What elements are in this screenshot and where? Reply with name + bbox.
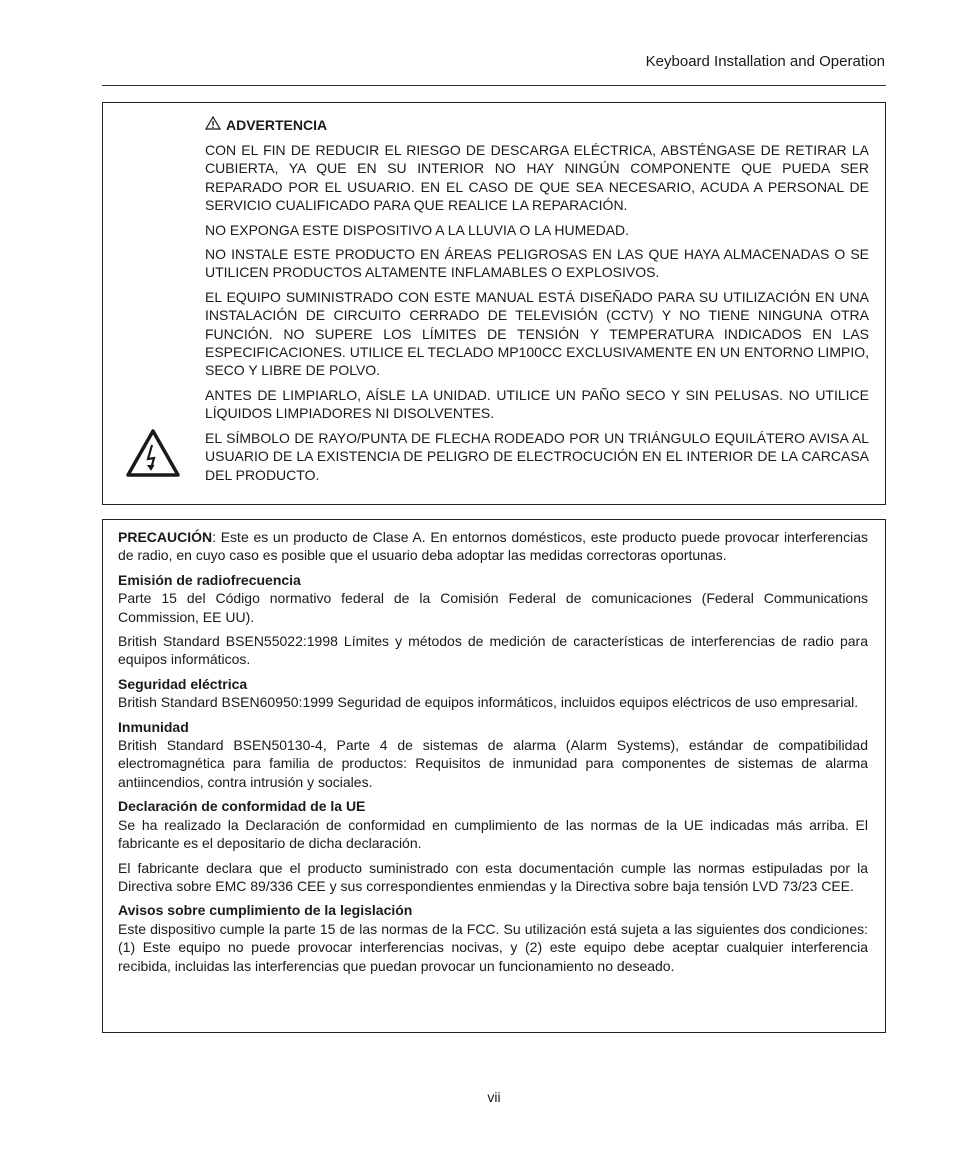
section-title: Seguridad eléctrica [118,675,248,692]
section-eu-declaration [118,797,868,852]
section-body: British Standard BSEN60950:1999 Seguridad de equipos informáticos, incluidos equipos eléctricos de uso empresarial. [118,694,859,711]
page-number: vii [487,1089,501,1105]
caution-label: PRECAUCIÓN [118,529,213,545]
warning-paragraph: ANTES DE LIMPIARLO, AÍSLE LA UNIDAD. UTILICE UN PAÑO SECO Y SIN PELUSAS. NO UTILICE LÍQUIDOS LIMPIADORES NI DISOLVENTES. [205,386,869,422]
warning-heading [205,116,327,133]
warning-heading-text: ADVERTENCIA [226,116,328,133]
warning-paragraph: CON EL FIN DE REDUCIR EL RIESGO DE DESCARGA ELÉCTRICA, ABSTÉNGASE DE RETIRAR LA CUBIERTA, YA QUE EN SU INTERIOR NO HAY NINGÚN COMPONENTE QUE PUEDA SER REPARADO POR EL USUARIO. EN EL CASO DE QUE SEA NECESARIO, ACUDA A PERSONAL DE SERVICIO CUALIFICADO PARA QUE REALICE LA REPARACIÓN. [205,142,869,214]
section-title: Declaración de conformidad de la UE [118,798,366,815]
section-immunity [118,718,868,792]
section-body: Parte 15 del Código normativo federal de la Comisión Federal de comunicaciones (Federal Communications Commission, EE UU). [118,590,868,625]
section-emission [118,571,868,626]
section-title: Emisión de radiofrecuencia [118,571,301,588]
warning-paragraph: NO EXPONGA ESTE DISPOSITIVO A LA LLUVIA O LA HUMEDAD. [205,221,630,238]
warning-paragraph: NO INSTALE ESTE PRODUCTO EN ÁREAS PELIGROSAS EN LAS QUE HAYA ALMACENADAS O SE UTILICEN PRODUCTOS ALTAMENTE INFLAMABLES O EXPLOSIVOS. [205,246,869,281]
warning-box [102,102,886,505]
warning-triangle-icon [205,116,221,133]
section-body: Se ha realizado la Declaración de conformidad en cumplimiento de las normas de la UE indicadas más arriba. El fabricante es el depositario de dicha declaración. [118,816,868,852]
section-bsen55022 [118,632,868,669]
section-compliance-notices [118,901,868,975]
caution-box [102,519,886,1033]
caution-intro [118,528,868,565]
page-header-title: Keyboard Installation and Operation [645,53,885,70]
warning-paragraph: EL SÍMBOLO DE RAYO/PUNTA DE FLECHA RODEADO POR UN TRIÁNGULO EQUILÁTERO AVISA AL USUARIO DE LA EXISTENCIA DE PELIGRO DE ELECTROCUCIÓN EN EL INTERIOR DE LA CARCASA DEL PRODUCTO. [205,429,869,483]
section-title: Avisos sobre cumplimiento de la legislación [118,902,413,919]
section-title: Inmunidad [118,718,189,735]
section-electrical-safety [118,675,868,712]
electric-shock-icon [125,428,181,483]
section-body: British Standard BSEN50130-4, Parte 4 de sistemas de alarma (Alarm Systems), estándar de compatibilidad electromagnética para familia de productos: Requisitos de inmunidad para componentes de sistemas de alarma antiincendios, contra intrusión y sociales. [118,737,868,790]
section-body: Este dispositivo cumple la parte 15 de las normas de la FCC. Su utilización está sujeta a las siguientes dos condiciones: (1) Este equipo no puede provocar interferencias nocivas, y (2) este equipo debe aceptar cualquier interferencia recibida, incluidas las interferencias que puedan provocar un funcionamiento no deseado. [118,920,868,974]
section-body: El fabricante declara que el producto suministrado con esta documentación cumple las normas estipuladas por la Directiva sobre EMC 89/336 CEE y sus correspondientes enmiendas y la Directiva sobre baja tensión LVD 73/23 CEE. [118,859,868,894]
caution-text [118,528,868,981]
warning-text [205,141,869,490]
warning-paragraph: EL EQUIPO SUMINISTRADO CON ESTE MANUAL ESTÁ DISEÑADO PARA SU UTILIZACIÓN EN UNA INSTALACIÓN DE CIRCUITO CERRADO DE TELEVISIÓN (CCTV) Y NO TIENE NINGUNA OTRA FUNCIÓN. NO SUPERE LOS LÍMITES DE TENSIÓN Y TEMPERATURA INDICADOS EN LAS ESPECIFICACIONES. UTILICE EL TECLADO MP100CC EXCLUSIVAMENTE EN UN ENTORNO LIMPIO, SECO Y LIBRE DE POLVO. [205,288,869,379]
caution-intro-text: : Este es un producto de Clase A. En entornos domésticos, este producto puede provocar interferencias de radio, en cuyo caso es posible que el usuario deba adoptar las medidas correctoras oportunas. [118,529,868,564]
section-body: British Standard BSEN55022:1998 Límites y métodos de medición de características de interferencias de radio para equipos informáticos. [118,633,868,668]
section-manufacturer-declaration [118,859,868,896]
header-rule [102,85,886,86]
